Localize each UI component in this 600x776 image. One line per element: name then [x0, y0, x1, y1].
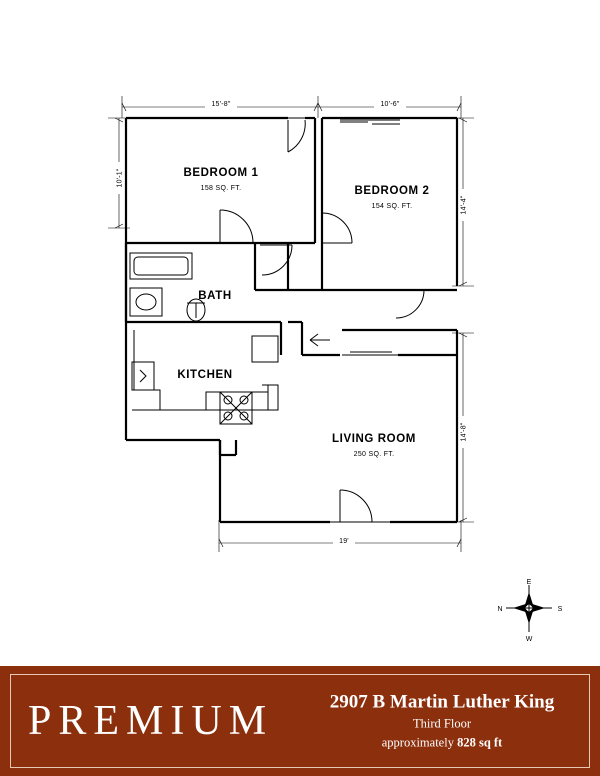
dimension-lines: [108, 96, 474, 552]
walls: [126, 118, 457, 522]
room-area-bedroom2: 154 SQ. FT.: [371, 203, 413, 210]
brand-title: PREMIUM: [28, 698, 274, 744]
dim-right-upper: 14'-4": [460, 195, 468, 215]
compass-label-south: S: [557, 606, 563, 613]
address-line: 2907 B Martin Luther King: [329, 691, 555, 713]
area-line: [312, 733, 572, 752]
room-label-bedroom1: BEDROOM 1: [183, 167, 259, 179]
room-label-bedroom2: BEDROOM 2: [354, 185, 430, 197]
dim-top-right: 10'-6": [380, 101, 400, 108]
compass-label-west: W: [525, 636, 533, 643]
room-area-living: 250 SQ. FT.: [353, 451, 395, 458]
dim-right-lower: 14'-8": [460, 422, 468, 442]
floor-line: Third Floor: [413, 716, 471, 731]
compass-label-north: N: [497, 606, 503, 613]
address-block: [312, 690, 572, 751]
dim-top-left: 15'-8": [211, 101, 231, 108]
room-label-kitchen: KITCHEN: [177, 369, 233, 381]
room-label-bath: BATH: [198, 290, 232, 302]
dim-bottom: 19': [339, 538, 349, 545]
area-value: 828 sq ft: [457, 734, 503, 749]
room-labels: [177, 167, 429, 458]
room-area-bedroom1: 158 SQ. FT.: [200, 185, 242, 192]
dim-left-upper: 10'-1": [116, 168, 124, 188]
area-prefix: approximately: [381, 734, 458, 749]
room-label-living: LIVING ROOM: [332, 433, 416, 445]
compass-label-east: E: [526, 579, 532, 586]
footer-bar: [0, 666, 600, 776]
compass-rose: [497, 579, 562, 643]
